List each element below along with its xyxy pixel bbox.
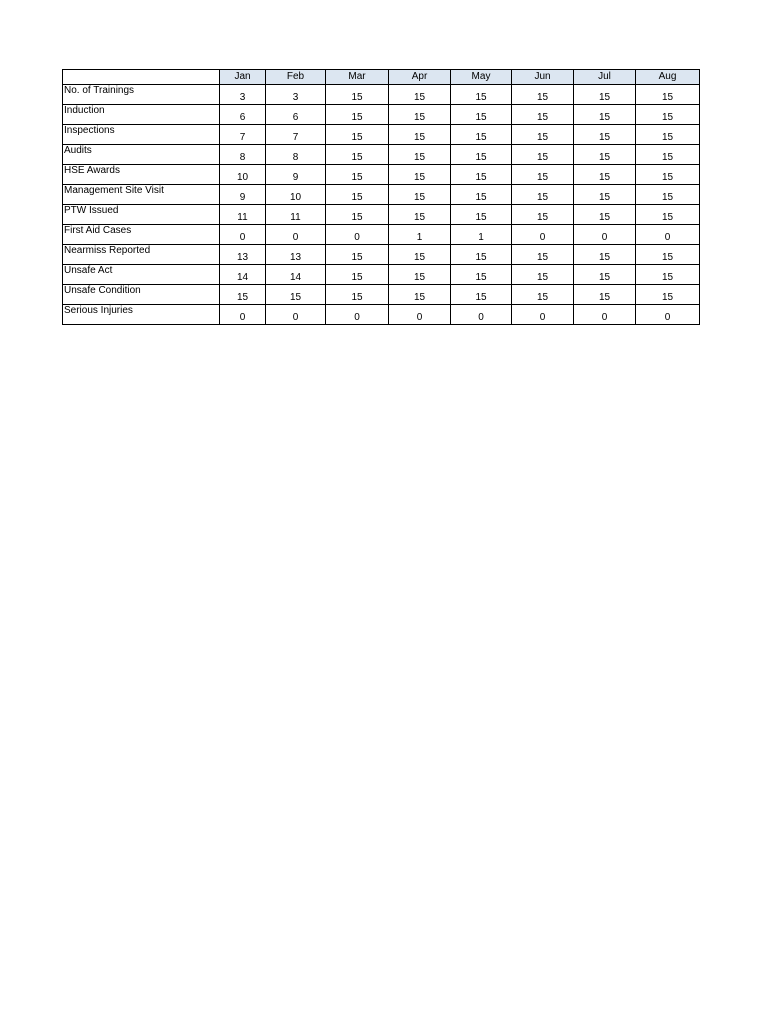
- table-row: [63, 265, 700, 285]
- value-cell: 15: [451, 125, 512, 145]
- value-cell: 15: [451, 165, 512, 185]
- table-body: [63, 85, 700, 325]
- table-row: [63, 165, 700, 185]
- value-cell: 13: [220, 245, 266, 265]
- value-cell: 15: [574, 125, 636, 145]
- value-cell: 15: [389, 85, 451, 105]
- value-cell: 15: [389, 165, 451, 185]
- table-row: [63, 245, 700, 265]
- table-row: [63, 305, 700, 325]
- value-cell: 15: [451, 145, 512, 165]
- row-label: Inspections: [63, 125, 220, 145]
- value-cell: 0: [574, 225, 636, 245]
- month-header: Apr: [389, 70, 451, 85]
- value-cell: 15: [389, 205, 451, 225]
- month-header: May: [451, 70, 512, 85]
- table-row: [63, 205, 700, 225]
- value-cell: 15: [512, 105, 574, 125]
- value-cell: 15: [512, 85, 574, 105]
- value-cell: 15: [326, 145, 389, 165]
- value-cell: 15: [326, 105, 389, 125]
- value-cell: 15: [326, 285, 389, 305]
- value-cell: 15: [512, 165, 574, 185]
- value-cell: 7: [220, 125, 266, 145]
- value-cell: 0: [389, 305, 451, 325]
- value-cell: 15: [326, 185, 389, 205]
- value-cell: 15: [512, 145, 574, 165]
- value-cell: 15: [636, 205, 700, 225]
- row-label: Audits: [63, 145, 220, 165]
- value-cell: 15: [636, 285, 700, 305]
- value-cell: 15: [574, 85, 636, 105]
- value-cell: 15: [451, 105, 512, 125]
- value-cell: 15: [636, 245, 700, 265]
- month-header: Aug: [636, 70, 700, 85]
- value-cell: 15: [636, 125, 700, 145]
- value-cell: 11: [266, 205, 326, 225]
- row-label: Serious Injuries: [63, 305, 220, 325]
- row-label: First Aid Cases: [63, 225, 220, 245]
- table-row: [63, 225, 700, 245]
- value-cell: 15: [636, 105, 700, 125]
- value-cell: 15: [326, 85, 389, 105]
- table-row: [63, 185, 700, 205]
- value-cell: 15: [451, 285, 512, 305]
- row-label: Unsafe Condition: [63, 285, 220, 305]
- value-cell: 15: [636, 265, 700, 285]
- value-cell: 0: [636, 305, 700, 325]
- value-cell: 0: [266, 225, 326, 245]
- row-label: No. of Trainings: [63, 85, 220, 105]
- value-cell: 0: [220, 225, 266, 245]
- value-cell: 0: [512, 225, 574, 245]
- value-cell: 0: [326, 225, 389, 245]
- value-cell: 15: [389, 105, 451, 125]
- value-cell: 7: [266, 125, 326, 145]
- value-cell: 6: [220, 105, 266, 125]
- value-cell: 14: [266, 265, 326, 285]
- value-cell: 15: [389, 265, 451, 285]
- value-cell: 15: [574, 185, 636, 205]
- value-cell: 1: [389, 225, 451, 245]
- value-cell: 14: [220, 265, 266, 285]
- value-cell: 15: [574, 145, 636, 165]
- value-cell: 0: [220, 305, 266, 325]
- month-header: Jun: [512, 70, 574, 85]
- row-label: PTW Issued: [63, 205, 220, 225]
- value-cell: 0: [636, 225, 700, 245]
- value-cell: 15: [636, 145, 700, 165]
- value-cell: 8: [220, 145, 266, 165]
- value-cell: 1: [451, 225, 512, 245]
- value-cell: 0: [266, 305, 326, 325]
- value-cell: 6: [266, 105, 326, 125]
- value-cell: 15: [574, 165, 636, 185]
- value-cell: 15: [512, 265, 574, 285]
- value-cell: 0: [326, 305, 389, 325]
- row-label: Unsafe Act: [63, 265, 220, 285]
- value-cell: 9: [220, 185, 266, 205]
- monthly-hse-table: [62, 69, 700, 325]
- value-cell: 15: [574, 285, 636, 305]
- value-cell: 15: [389, 145, 451, 165]
- table-header: [63, 70, 700, 85]
- table-row: [63, 105, 700, 125]
- value-cell: 15: [389, 185, 451, 205]
- value-cell: 15: [636, 185, 700, 205]
- value-cell: 15: [512, 185, 574, 205]
- value-cell: 15: [512, 285, 574, 305]
- value-cell: 15: [326, 265, 389, 285]
- table-row: [63, 145, 700, 165]
- value-cell: 15: [451, 245, 512, 265]
- value-cell: 15: [266, 285, 326, 305]
- value-cell: 15: [574, 245, 636, 265]
- value-cell: 10: [266, 185, 326, 205]
- value-cell: 9: [266, 165, 326, 185]
- value-cell: 0: [574, 305, 636, 325]
- value-cell: 8: [266, 145, 326, 165]
- row-label: Nearmiss Reported: [63, 245, 220, 265]
- value-cell: 15: [326, 165, 389, 185]
- value-cell: 3: [266, 85, 326, 105]
- value-cell: 0: [451, 305, 512, 325]
- header-row: [63, 70, 700, 85]
- value-cell: 10: [220, 165, 266, 185]
- value-cell: 15: [574, 105, 636, 125]
- value-cell: 3: [220, 85, 266, 105]
- table-row: [63, 125, 700, 145]
- value-cell: 15: [389, 125, 451, 145]
- value-cell: 13: [266, 245, 326, 265]
- value-cell: 15: [636, 165, 700, 185]
- month-header: Mar: [326, 70, 389, 85]
- table-row: [63, 285, 700, 305]
- value-cell: 15: [574, 265, 636, 285]
- month-header: Feb: [266, 70, 326, 85]
- value-cell: 15: [389, 285, 451, 305]
- value-cell: 0: [512, 305, 574, 325]
- value-cell: 15: [451, 205, 512, 225]
- table-row: [63, 85, 700, 105]
- value-cell: 15: [574, 205, 636, 225]
- value-cell: 15: [326, 125, 389, 145]
- value-cell: 11: [220, 205, 266, 225]
- value-cell: 15: [389, 245, 451, 265]
- value-cell: 15: [326, 245, 389, 265]
- value-cell: 15: [451, 265, 512, 285]
- corner-cell: [63, 70, 220, 85]
- value-cell: 15: [326, 205, 389, 225]
- row-label: Induction: [63, 105, 220, 125]
- value-cell: 15: [220, 285, 266, 305]
- value-cell: 15: [451, 85, 512, 105]
- value-cell: 15: [512, 205, 574, 225]
- value-cell: 15: [512, 125, 574, 145]
- row-label: Management Site Visit: [63, 185, 220, 205]
- month-header: Jan: [220, 70, 266, 85]
- month-header: Jul: [574, 70, 636, 85]
- value-cell: 15: [451, 185, 512, 205]
- value-cell: 15: [636, 85, 700, 105]
- row-label: HSE Awards: [63, 165, 220, 185]
- value-cell: 15: [512, 245, 574, 265]
